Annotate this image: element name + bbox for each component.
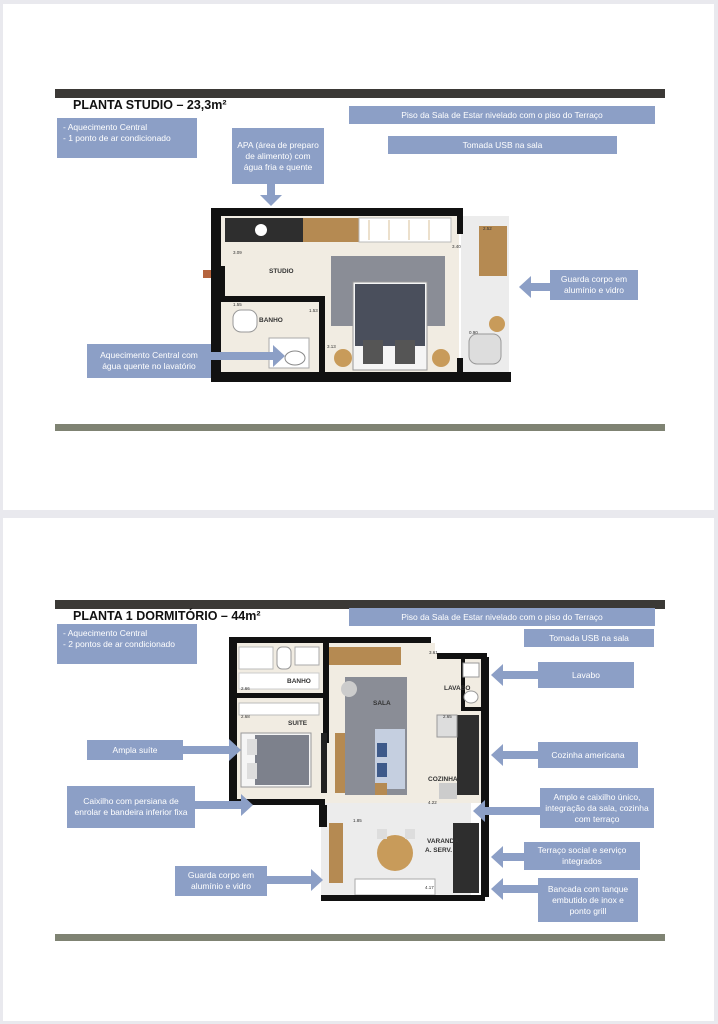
arrow-right-icon [311, 869, 323, 891]
arrow-shaft [502, 671, 538, 679]
dimension-label: 0.90 [469, 330, 478, 335]
arrow-shaft [530, 283, 550, 291]
guarda-note: Guarda corpo em alumínio e vidro [175, 866, 267, 896]
guarda-note: Guarda corpo em alumínio e vidro [550, 270, 638, 300]
room-label-varanda: VARANDA [427, 838, 460, 845]
dimension-label: 4.22 [428, 800, 437, 805]
room-label-suite: SUITE [288, 720, 308, 727]
room-label-banho: BANHO [259, 317, 283, 324]
arrow-right-icon [273, 345, 285, 367]
dorm-features-box [57, 624, 197, 664]
arrow-shaft [502, 885, 538, 893]
room-label-banho: BANHO [287, 678, 311, 685]
room-label-studio: STUDIO [269, 268, 294, 275]
arrow-right-icon [241, 794, 253, 816]
bottom-bar [55, 934, 665, 941]
usb-note: Tomada USB na sala [388, 136, 617, 154]
feature-item: - Aquecimento Central [63, 628, 148, 638]
room-label-lavabo: LAVABO [444, 685, 471, 692]
terraco-note: Terraço social e serviço integrados [524, 842, 640, 870]
room-label-aserv: A. SERV. [425, 847, 453, 854]
arrow-shaft [502, 751, 538, 759]
cozinha-note: Cozinha americana [538, 742, 638, 768]
studio-features-box [57, 118, 197, 158]
arrow-shaft [195, 801, 241, 809]
amplo-note: Amplo e caixilho único, integração da sala, cozinha com terraço [540, 788, 654, 828]
dorm-floor-plan [225, 633, 491, 903]
dimension-label: 2.52 [483, 226, 492, 231]
arrow-shaft [211, 352, 273, 360]
caixilho-note: Caixilho com persiana de enrolar e bandeira inferior fixa [67, 786, 195, 828]
title-bar [55, 89, 665, 98]
piso-note: Piso da Sala de Estar nivelado com o piso do Terraço [349, 106, 655, 124]
dimension-label: 4.17 [425, 885, 434, 890]
feature-item: - Aquecimento Central [63, 122, 148, 132]
arrow-shaft [267, 876, 311, 884]
dimension-label: 3.40 [452, 244, 461, 249]
suite-note: Ampla suíte [87, 740, 183, 760]
arrow-shaft [484, 807, 540, 815]
room-label-sala: SALA [373, 700, 391, 707]
feature-item: - 1 ponto de ar condicionado [63, 133, 171, 143]
bancada-note: Bancada com tanque embutido de inox e ponto grill [538, 878, 638, 922]
dimension-label: 2.66 [241, 686, 250, 691]
feature-item: - 2 pontos de ar condicionado [63, 639, 176, 649]
dimension-label: 1.85 [353, 818, 362, 823]
dimension-label: 3.61 [429, 650, 438, 655]
dimension-label: 1.53 [309, 308, 318, 313]
dimension-label: 3.09 [233, 250, 242, 255]
dorm-slide [3, 518, 714, 1021]
dimension-label: 2.65 [443, 714, 452, 719]
room-label-cozinha: COZINHA [428, 776, 458, 783]
apa-note: APA (área de preparo de alimento) com água fria e quente [232, 128, 324, 184]
dorm-title: PLANTA 1 DORMITÓRIO – 44m² [73, 609, 261, 623]
dimension-label: 2.68 [241, 714, 250, 719]
piso-note: Piso da Sala de Estar nivelado com o piso do Terraço [349, 608, 655, 626]
dimension-label: 1.55 [233, 302, 242, 307]
usb-note: Tomada USB na sala [524, 629, 654, 647]
dimension-label: 3.13 [327, 344, 336, 349]
aquecimento-note: Aquecimento Central com água quente no lavatório [87, 344, 211, 378]
bottom-bar [55, 424, 665, 431]
arrow-right-icon [229, 739, 241, 761]
arrow-shaft [183, 746, 229, 754]
lavabo-note: Lavabo [538, 662, 634, 688]
studio-title: PLANTA STUDIO – 23,3m² [73, 98, 227, 112]
arrow-head-icon [260, 195, 282, 206]
studio-slide [3, 4, 714, 510]
